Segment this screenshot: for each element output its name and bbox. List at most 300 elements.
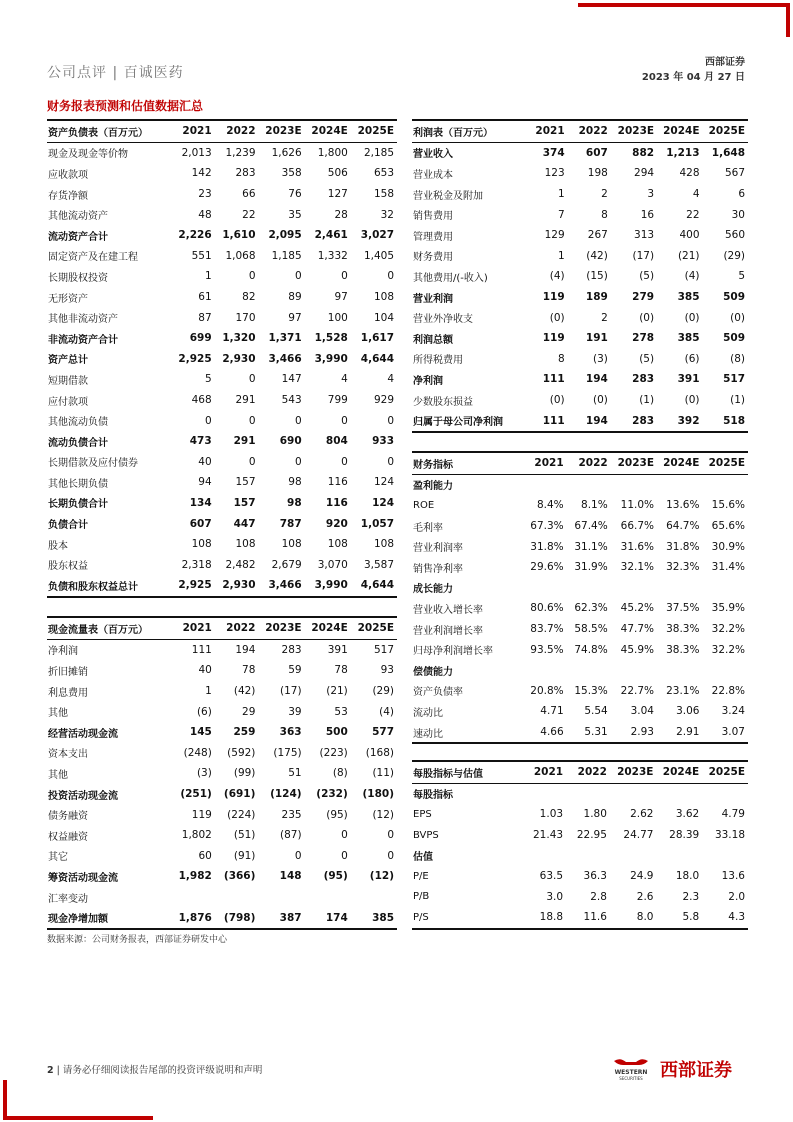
row-label: 净利润 [413,375,443,387]
corner-decoration [578,3,790,7]
row-label: 股东权益 [48,561,88,573]
cell-value: 1 [205,685,212,698]
cell-value: 66 [242,188,256,201]
column-header: 2022 [215,120,259,142]
cell-value: 22.95 [576,829,607,842]
cell-value: 5 [204,373,212,386]
row-label: 少数股东损益 [413,396,473,408]
row-label: 折旧摊销 [48,666,88,678]
row-label: 流动负债合计 [48,437,108,449]
cell-value: 129 [544,229,565,242]
column-header: 2021 [172,617,215,639]
cell-value: 127 [327,188,348,201]
table-row [412,557,748,578]
cell-value: 2,185 [363,146,394,159]
cell-value: 108 [373,538,394,551]
cell-value: 0 [387,414,394,427]
cell-value: 0 [248,455,256,468]
row-label: 债务融资 [48,811,88,823]
cell-value: (0) [684,394,700,407]
cell-value: (592) [227,746,256,759]
table-row [412,246,748,267]
row-label: 流动资产合计 [48,231,108,243]
row-label: 速动比 [412,722,523,744]
table-header-row [412,120,748,142]
cell-value: 30.9% [711,540,745,553]
cell-value [610,845,657,866]
cell-value: 385 [351,907,397,929]
cell-value: 147 [281,373,302,386]
row-label: 无形资产 [48,293,88,305]
table-row [47,866,397,887]
row-label: 营业收入 [413,149,453,161]
cell-value: 1,648 [711,146,745,159]
column-header: 2024E [656,761,702,783]
cell-value: 31.1% [574,540,608,553]
cell-value: 517 [373,643,394,656]
table-row [47,287,397,308]
table-title: 财务指标 [412,452,523,474]
cell-value [656,845,702,866]
cell-value: 30 [731,208,745,221]
row-label: 其他长期负债 [48,478,108,490]
cell-value: 2.3 [682,890,700,903]
table-row [47,184,397,205]
table-row [412,887,748,908]
cell-value: 428 [679,167,700,180]
cell-value: 283 [611,410,657,432]
header-date: 2023 年 04 月 27 日 [641,72,745,83]
cell-value: 22.8% [711,684,745,697]
table-row [47,163,397,184]
row-label: 资产总计 [48,355,88,367]
table-row [47,825,397,846]
table-row [47,701,397,722]
cell-value: 2,679 [271,558,302,571]
cell-value: (223) [319,746,348,759]
column-header: 2022 [567,452,611,474]
cell-value [610,783,657,804]
table-row [412,825,748,846]
cell-value: (5) [639,270,655,283]
cell-value [702,660,748,681]
cell-value [523,660,566,681]
cell-value: 278 [632,332,655,345]
logo-mark-bottom: SECURITIES [619,1076,643,1081]
cell-value: 1,800 [317,146,348,159]
cell-value: 2.6 [636,890,654,903]
row-label: 盈利能力 [413,481,453,493]
cell-value: 3.07 [702,722,748,744]
table-row [412,598,748,619]
table-row [412,142,748,163]
cell-value: 29.6% [530,561,564,574]
cell-value: 82 [242,291,256,304]
row-label: 其他 [48,769,68,781]
corner-decoration [3,1116,153,1120]
cell-value: 53 [334,705,348,718]
cell-value: 2,925 [172,575,215,597]
cell-value [611,578,657,599]
cell-value: (29) [372,685,394,698]
table-row [47,554,397,575]
table-row [47,575,397,597]
cell-value: 799 [327,394,348,407]
cell-value: (17) [280,685,302,698]
cell-value: (42) [586,249,608,262]
cell-value: 40 [198,455,212,468]
cell-value: 1,320 [222,332,256,345]
row-label: 长期借款及应付债券 [48,458,138,470]
cell-value: 1,876 [172,907,215,929]
cell-value: 108 [191,538,212,551]
cell-value: 0 [294,849,302,862]
table-title: 现金流量表（百万元） [47,617,172,639]
table-row [47,846,397,867]
cell-value: (4) [684,270,700,283]
cell-value: 8.0 [610,907,657,929]
cell-value: 2,482 [225,558,256,571]
cell-value: 2,461 [314,229,348,242]
cell-value [567,474,611,495]
column-header: 2021 [172,120,215,142]
row-label: 股本 [48,540,68,552]
cell-value: 3,990 [314,352,348,365]
row-label: 成长能力 [413,584,453,596]
cell-value: 0 [248,270,256,283]
table-row [412,660,748,681]
cell-value: 116 [325,496,348,509]
cell-value: 4.66 [523,722,566,744]
cell-value: 119 [191,808,212,821]
cell-value: (21) [677,249,700,262]
cell-value: 1,802 [181,829,212,842]
column-header: 2022 [215,617,259,639]
cell-value: 3.04 [630,705,654,718]
cell-value: 198 [587,167,608,180]
cell-value: (11) [372,767,394,780]
row-label: 净利润 [48,646,78,658]
cell-value: 124 [373,476,394,489]
cell-value: 78 [334,664,348,677]
cell-value: 39 [288,705,302,718]
cell-value: 2,013 [181,146,212,159]
cell-value [523,474,566,495]
table-row [412,410,748,432]
cell-value: 4 [341,373,348,386]
cell-value: 108 [373,291,394,304]
cell-value: 45.2% [620,602,654,615]
cell-value: 3 [647,188,655,201]
row-label: 汇率变动 [48,893,88,905]
cell-value: 283 [281,643,302,656]
cell-value: 2.0 [728,890,745,903]
cell-value: 148 [279,870,302,883]
row-label: 每股指标 [413,790,453,802]
row-label: 其他 [48,708,68,720]
cell-value: 28 [334,208,348,221]
cell-value: 23.1% [666,684,700,697]
cell-value: 8.4% [536,499,564,512]
cell-value [702,474,748,495]
cell-value: 1.03 [539,808,564,821]
cell-value: 80.6% [530,602,564,615]
table-row [47,722,397,743]
column-header: 2025E [351,617,397,639]
table-row [47,225,397,246]
cell-value: (0) [549,394,565,407]
cell-value: 38.3% [666,643,700,656]
cell-value: 65.6% [711,520,745,533]
cell-value: 0 [248,373,256,386]
cell-value [702,578,748,599]
cell-value: 3,587 [363,558,394,571]
row-label: P/E [413,870,429,882]
cell-value: (691) [223,788,256,801]
cell-value: 18.0 [675,870,700,883]
column-header: 2021 [523,452,566,474]
cell-value: (0) [684,311,700,324]
cell-value: (17) [632,249,655,262]
cell-value: 259 [233,726,256,739]
cell-value: 3,990 [305,575,351,597]
cell-value: 509 [723,291,745,304]
table-row [412,266,748,287]
cell-value: 87 [198,311,212,324]
cell-value: 5.31 [567,722,611,744]
cell-value: 35 [288,208,302,221]
cell-value: 93.5% [530,643,564,656]
cell-value: 58.5% [574,623,608,636]
cell-value: (224) [227,808,256,821]
column-header: 2023E [610,761,657,783]
row-label: 资本支出 [48,749,88,761]
row-label: 销售净利率 [413,563,463,575]
cell-value: 1,405 [363,249,394,262]
cell-value: 67.3% [530,520,564,533]
cell-value: 142 [191,167,212,180]
cell-value: 2.8 [590,890,607,903]
table-row [412,619,748,640]
row-label: 营业成本 [413,169,453,181]
row-label: 营业利润 [413,293,453,305]
cell-value: 391 [327,643,348,656]
column-header: 2024E [305,617,351,639]
cell-value: 134 [189,496,212,509]
cell-value: 385 [677,291,700,304]
cell-value: 93 [380,664,394,677]
cell-value: 283 [235,167,256,180]
row-label: 长期负债合计 [48,499,108,511]
row-label: 经营活动现金流 [48,728,118,740]
table-row [47,246,397,267]
cell-value: 22 [242,208,256,221]
cell-value: 31.8% [530,540,564,553]
table-row [412,845,748,866]
cell-value [523,845,566,866]
table-row [412,474,748,495]
row-label: 资产负债率 [413,687,463,699]
page-number: 2 [47,1065,54,1076]
cell-value: 294 [634,167,655,180]
cell-value: 64.7% [666,520,700,533]
cell-value: 61 [198,291,212,304]
table-row [412,639,748,660]
cell-value: 22 [686,208,700,221]
table-header-row [47,617,397,639]
cell-value: (8) [332,767,348,780]
cell-value: 279 [632,291,655,304]
cell-value [305,887,351,908]
table-row [47,763,397,784]
row-label: 所得税费用 [413,355,463,367]
cell-value: 2.62 [630,808,654,821]
cell-value: 145 [189,726,212,739]
cell-value: 33.18 [714,829,745,842]
row-label: 利息费用 [48,687,88,699]
per-share-valuation-table [412,760,748,930]
cell-value: (1) [639,394,655,407]
cell-value: (12) [372,808,394,821]
column-header: 2023E [611,120,657,142]
cell-value [656,783,702,804]
cell-value: 1,371 [268,332,302,345]
row-label: 估值 [413,852,433,864]
cell-value: 170 [235,311,256,324]
cell-value: 509 [723,332,745,345]
corner-decoration [786,3,790,37]
cell-value [566,845,610,866]
cell-value: 78 [242,664,256,677]
cell-value [566,783,610,804]
cell-value: 699 [189,332,212,345]
table-row [412,495,748,516]
cell-value: (3) [592,352,608,365]
cell-value [172,887,215,908]
cell-value: 23 [198,188,212,201]
cell-value: 4.79 [721,808,745,821]
cell-value: 1,982 [178,870,212,883]
cell-value: 66.7% [620,520,654,533]
cell-value: 1,332 [317,249,348,262]
row-label: 销售费用 [413,211,453,223]
cell-value: 31.4% [711,561,745,574]
cell-value: 11.6 [566,907,610,929]
cell-value: 3.0 [546,890,564,903]
cell-value: 32.2% [711,623,745,636]
cell-value: 97 [334,291,348,304]
cell-value: (180) [362,788,394,801]
cell-value: 67.4% [574,520,608,533]
cell-value: 15.6% [711,499,745,512]
cell-value: 29 [242,705,256,718]
table-row [47,204,397,225]
cell-value: 83.7% [530,623,564,636]
cell-value: 24.77 [623,829,654,842]
cell-value: 358 [281,167,302,180]
cell-value: 7 [557,208,565,221]
cell-value: 0 [341,414,348,427]
row-label: 营业外净收支 [413,314,473,326]
table-row [47,907,397,929]
cell-value: (21) [326,685,348,698]
row-label: 负债和股东权益总计 [47,575,172,597]
footer-disclaimer [47,1062,262,1076]
cell-value: 506 [327,167,348,180]
table-row [412,722,748,744]
table-row [412,804,748,825]
cell-value: 787 [279,517,302,530]
cell-value: 0 [341,270,348,283]
cell-value: (1) [730,394,745,407]
row-label: 毛利率 [413,522,443,534]
cell-value: 882 [632,146,655,159]
cell-value: (0) [639,311,655,324]
row-label: 营业利润增长率 [413,625,483,637]
row-label: P/B [413,891,430,903]
cell-value: (0) [730,311,745,324]
table-row [47,493,397,514]
cell-value: 2,095 [268,229,302,242]
cell-value: 119 [542,291,565,304]
row-label: BVPS [413,829,439,841]
row-label: 现金及现金等价物 [48,149,128,161]
cell-value: 4.3 [702,907,748,929]
cell-value: 94 [198,476,212,489]
cell-value: 97 [288,311,302,324]
column-header: 2024E [305,120,351,142]
cell-value: 174 [305,907,351,929]
cell-value: 28.39 [669,829,700,842]
cell-value: 3,466 [259,575,305,597]
cell-value: 0 [387,455,394,468]
cell-value: 4.71 [540,705,564,718]
cell-value: 194 [235,643,256,656]
cell-value: 607 [189,517,212,530]
cell-value: (0) [592,394,608,407]
column-header: 2025E [703,120,748,142]
cell-value: 31.8% [666,540,700,553]
row-label: P/S [412,907,523,929]
cell-value [657,660,702,681]
data-source-note: 数据来源：公司财务报表，西部证券研发中心 [47,935,228,945]
cell-value: 98 [288,476,302,489]
cell-value: 108 [235,538,256,551]
cell-value: 3,027 [360,229,394,242]
row-label: EPS [413,808,432,820]
cell-value [611,474,657,495]
cell-value: 0 [341,829,348,842]
cell-value: (8) [730,352,745,365]
cell-value: (232) [316,788,348,801]
header-company: 西部证券 [705,57,745,68]
table-row [412,163,748,184]
cell-value [657,578,702,599]
row-label: 营业税金及附加 [413,190,483,202]
table-row [47,472,397,493]
cell-value: 119 [542,332,565,345]
row-label: 营业利润率 [413,543,463,555]
cell-value: 447 [233,517,256,530]
cell-value: 2.93 [611,722,657,744]
row-label: 投资活动现金流 [48,790,118,802]
section-title: 财务报表预测和估值数据汇总 [47,99,204,113]
cell-value: 8 [557,352,565,365]
cell-value: 2,226 [178,229,212,242]
cell-value: (366) [223,870,256,883]
column-header: 2024E [657,120,702,142]
cell-value: (91) [233,849,256,862]
